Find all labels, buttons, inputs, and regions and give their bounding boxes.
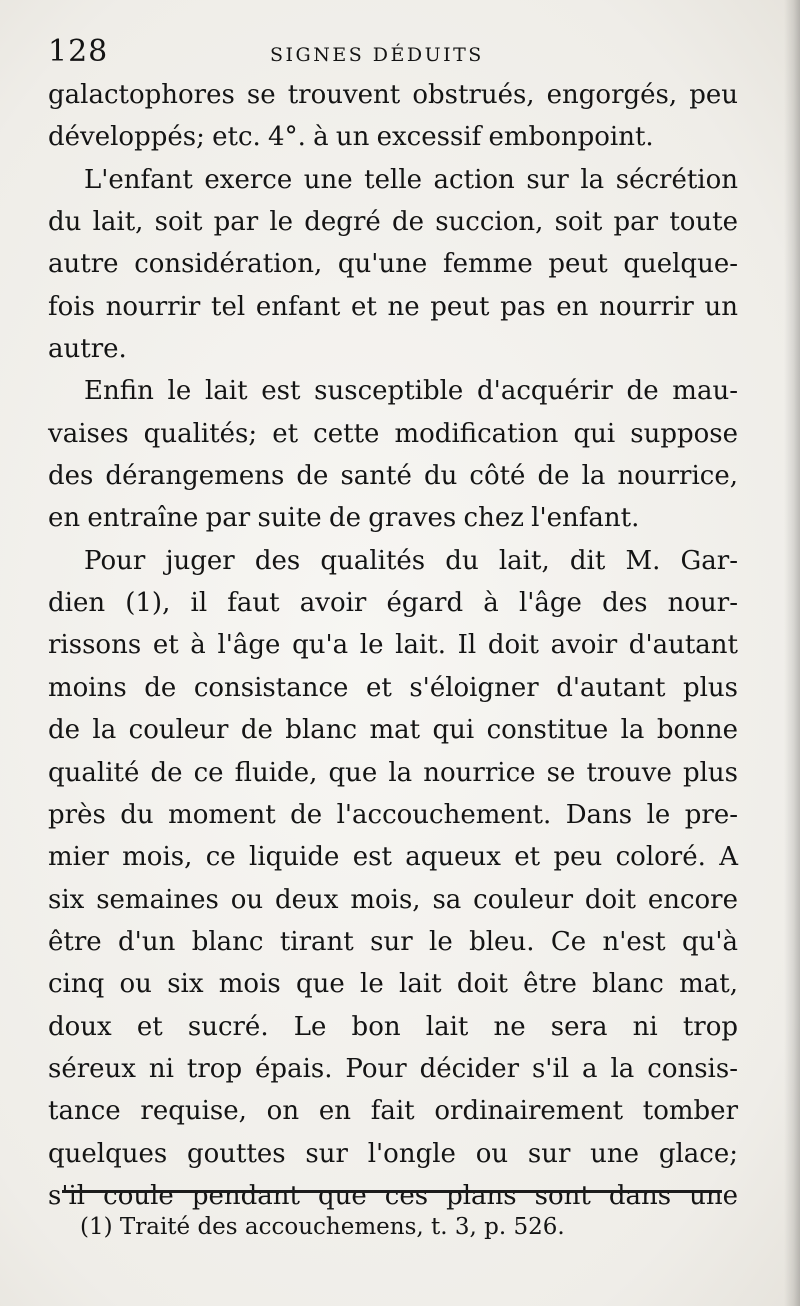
text-line: doux et sucré. Le bon lait ne sera ni trop [48,1011,738,1042]
text-line: qualité de ce fluide, que la nourrice se trouve plus [48,757,738,788]
page-number: 128 [48,34,109,69]
body-text [48,74,738,1217]
text-line: Pour juger des qualités du lait, dit M. Gar- [84,545,738,576]
text-line: tance requise, on en fait ordinairement tomber [48,1096,738,1127]
text-line: fois nourrir tel enfant et ne peut pas en nourrir un [48,291,738,322]
page-header [48,34,738,74]
text-line: développés; etc. 4°. à un excessif embonpoint. [48,122,654,153]
text-line: autre. [48,334,127,365]
text-line: en entraîne par suite de graves chez l'enfant. [48,503,640,534]
text-line: moins de consistance et s'éloigner d'autant plus [48,672,738,703]
text-line: des dérangemens de santé du côté de la nourrice, [48,461,738,492]
footnote-rule [62,1190,722,1193]
page-edge-shadow [784,0,800,1306]
text-line: rissons et à l'âge qu'a le lait. Il doit avoir d'autant [48,630,738,661]
text-line: six semaines ou deux mois, sa couleur doit encore [48,884,738,915]
text-line: s'il coule pendant que ces plans sont dans une [48,1180,738,1211]
running-head: SIGNES DÉDUITS [270,44,484,66]
text-line: quelques gouttes sur l'ongle ou sur une glace; [48,1138,738,1169]
footnote: (1) Traité des accouchemens, t. 3, p. 526. [80,1214,565,1240]
text-line: près du moment de l'accouchement. Dans le pre- [48,799,738,830]
text-line: être d'un blanc tirant sur le bleu. Ce n'est qu'à [48,926,738,957]
text-line: séreux ni trop épais. Pour décider s'il a la consis- [48,1053,738,1084]
text-line: galactophores se trouvent obstrués, engorgés, peu [48,80,738,110]
text-line: de la couleur de blanc mat qui constitue la bonne [48,715,738,746]
text-line: dien (1), il faut avoir égard à l'âge des nour- [48,588,738,619]
text-line: vaises qualités; et cette modification qui suppose [48,418,738,449]
text-line: du lait, soit par le degré de succion, soit par toute [48,207,738,238]
text-line: L'enfant exerce une telle action sur la sécrétion [84,164,738,195]
text-line: Enfin le lait est susceptible d'acquérir de mau- [84,376,738,407]
text-line: autre considération, qu'une femme peut quelque- [48,249,738,280]
text-line: cinq ou six mois que le lait doit être blanc mat, [48,969,738,1000]
text-line: mier mois, ce liquide est aqueux et peu coloré. A [48,842,738,873]
